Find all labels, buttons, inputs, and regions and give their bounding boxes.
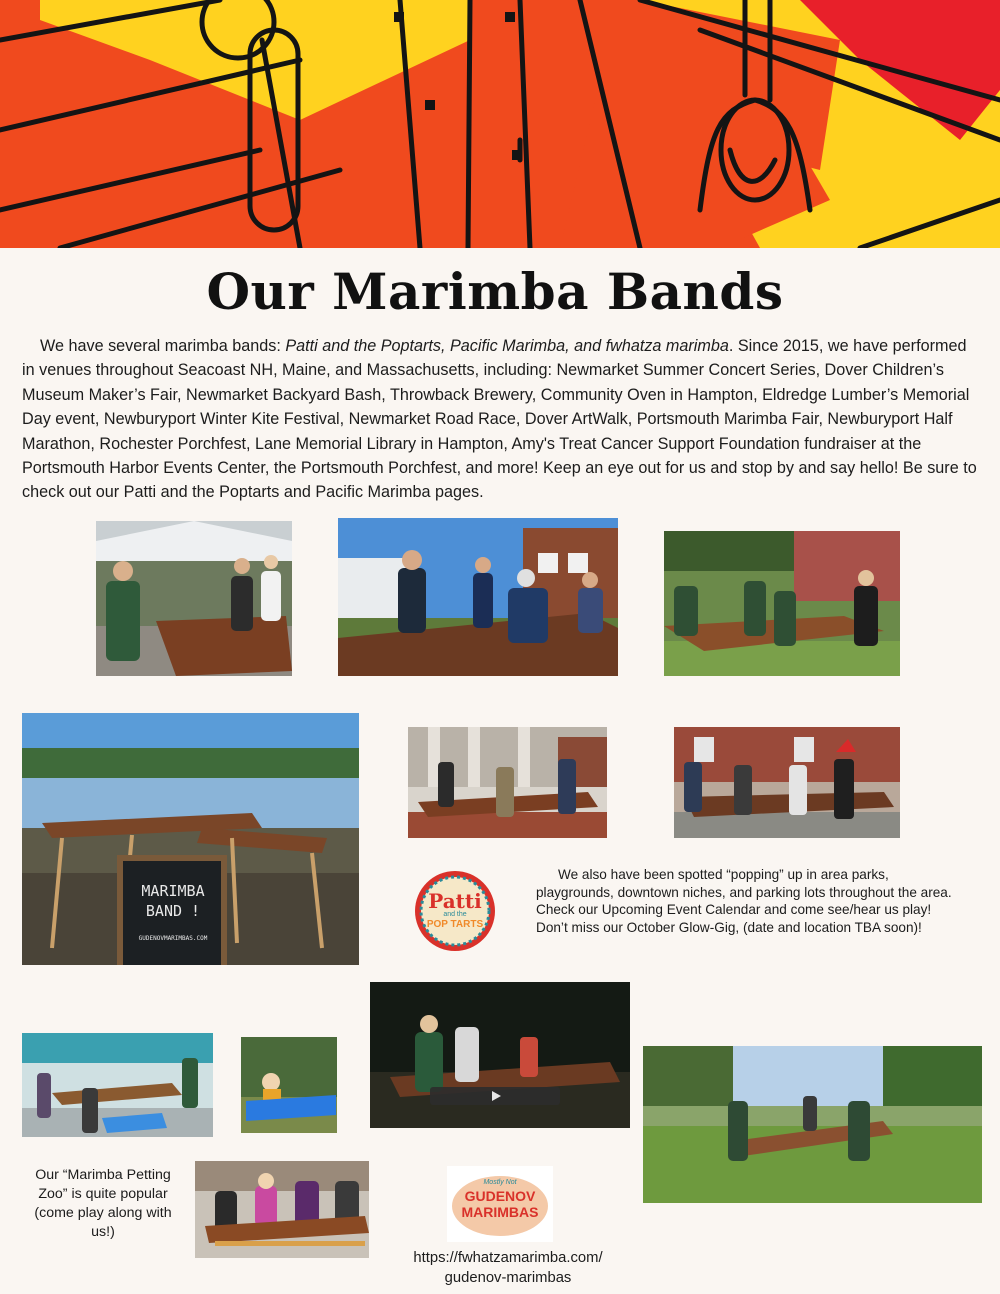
intro-body: . Since 2015, we have performed in venues throughout Seacoast NH, Maine, and Massachusetts, including: Newmarket Summer Concert Series, Dover Children’s Museum Maker’s Fair, Newmarket Backyard Bash, Throwback Brewery, Community Oven in Hampton, Eldredge Lumber’s Memorial Day event, Newburyport Winter Kite Festival, Newmarket Road Race, Dover ArtWalk, Portsmouth Marimba Fair, Newburyport Half Marathon, Rochester Porchfest, Lane Memorial Library in Hampton, Amy's Treat Cancer Support Foundation fundraiser at the Portsmouth Harbor Events Center, the Portsmouth Porchfest, and more! Keep an eye out for us and stop by and say hello! Be sure to check out our Patti and the Poptarts and Pacific Marimba pages. bbox=[22, 337, 977, 502]
photo-child-blue-xylophone bbox=[241, 1037, 337, 1133]
header-banner-illustration bbox=[0, 0, 1000, 248]
gudenov-marimbas-logo bbox=[447, 1166, 553, 1242]
chalkboard-text bbox=[125, 881, 221, 949]
photo-night-glow-gig-video bbox=[370, 982, 630, 1128]
gudenov-logo-name-1: GUDENOV bbox=[464, 1188, 536, 1204]
photo-park-players-trees bbox=[643, 1046, 982, 1203]
patti-logo-poptarts: POP TARTS bbox=[426, 919, 484, 930]
intro-paragraph bbox=[22, 334, 982, 505]
page-title: Our Marimba Bands bbox=[206, 262, 784, 321]
photo-marimbas-by-pond-chalkboard bbox=[22, 713, 359, 965]
patti-logo-and-the: and the bbox=[443, 911, 467, 918]
patti-poptarts-logo bbox=[413, 869, 497, 953]
petting-zoo-caption: Our “Marimba Petting Zoo” is quite popular (come play along with us!) bbox=[34, 1167, 172, 1240]
gudenov-logo-name-2: MARIMBAS bbox=[461, 1204, 539, 1220]
spotted-paragraph bbox=[536, 866, 956, 936]
photo-kids-playing-marimba-outdoors bbox=[195, 1161, 369, 1258]
patti-logo-word: Patti bbox=[428, 889, 482, 913]
intro-band-names: Patti and the Poptarts, Pacific Marimba, and fwhatza marimba bbox=[285, 337, 729, 355]
intro-lead: We have several marimba bands: bbox=[40, 337, 286, 355]
photo-tent-marimba-players bbox=[96, 521, 292, 676]
photo-players-santa-hat bbox=[674, 727, 900, 838]
photo-players-green-shirts bbox=[664, 531, 900, 676]
chalkboard-line-1: MARIMBA bbox=[141, 882, 205, 900]
gudenov-marimbas-url: https://fwhatzamarimba.com/ gudenov-marimbas bbox=[413, 1250, 603, 1286]
photo-players-courthouse-steps bbox=[408, 727, 607, 838]
photo-indoor-petting-zoo-kids bbox=[22, 1033, 213, 1137]
chalkboard-line-2: BAND ! bbox=[145, 902, 201, 920]
chalkboard-line-3: GUDENOVMARIMBAS.COM bbox=[138, 935, 208, 942]
gudenov-logo-tagline: Mostly Not bbox=[483, 1179, 517, 1186]
photo-outdoor-players-red-building bbox=[338, 518, 618, 676]
marimba-mallets-illustration bbox=[0, 0, 1000, 248]
spotted-text: We also have been spotted “popping” up in area parks, playgrounds, downtown niches, and parking lots throughout the area. Check our Upcoming Event Calendar and come see/hear us play! Don’t miss our October Glow-Gig, (date and location TBA soon)! bbox=[536, 867, 952, 935]
